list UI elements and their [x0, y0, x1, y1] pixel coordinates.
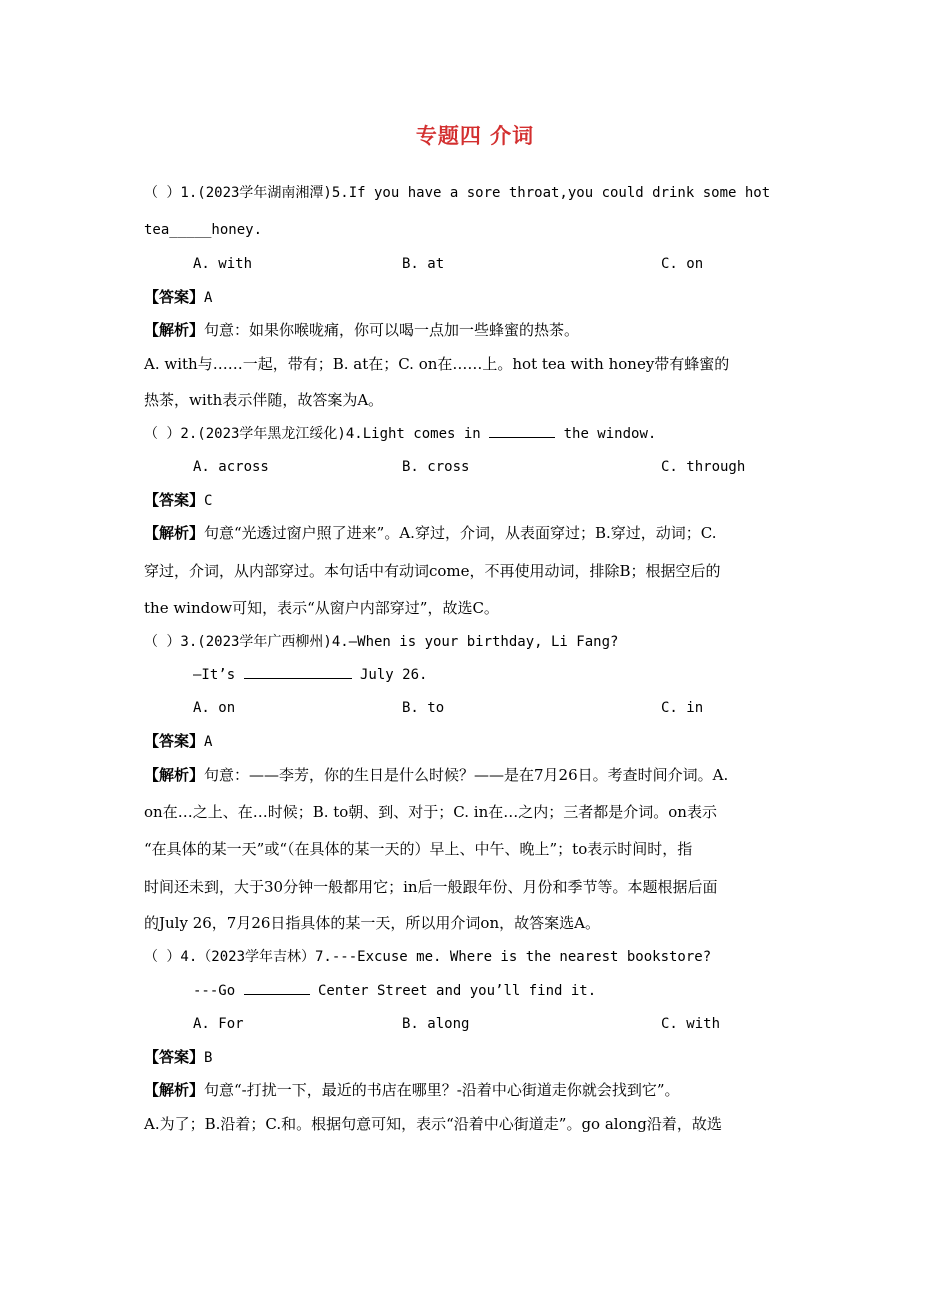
question-1-option-a: A. with: [193, 256, 253, 272]
question-2-analysis-line: the window可知，表示“从窗户内部穿过”，故选C。: [144, 599, 499, 617]
question-3-analysis-line: 的July 26，7月26日指具体的某一天，所以用介词on，故答案选A。: [144, 914, 600, 932]
answer-blank: [244, 980, 310, 995]
question-1-stem: （ ）1.(2023学年湖南湘潭)5.If you have a sore throat,you could drink some hot: [144, 185, 771, 201]
answer-tag: 【答案】: [144, 1048, 205, 1066]
question-2-stem-start: （ ）2.(2023学年黑龙江绥化)4.Light comes in: [144, 426, 490, 442]
question-3-stem-start: —It’s: [193, 667, 244, 683]
answer-tag: 【答案】: [144, 732, 205, 750]
page-title: 专题四 介词: [415, 124, 535, 148]
question-4-stem-end: Center Street and you’ll find it.: [309, 983, 597, 999]
question-2-analysis-line: 穿过，介词，从内部穿过。本句话中有动词come，不再使用动词，排除B；根据空后的: [144, 562, 721, 580]
question-3-analysis-line: 时间还未到，大于30分钟一般都用它；in后一般跟年份、月份和季节等。本题根据后面: [144, 878, 718, 896]
analysis-text: 句意：——李芳，你的生日是什么时候？——是在7月26日。考查时间介词。A.: [204, 766, 729, 784]
question-1-option-c: C. on: [661, 256, 704, 272]
answer-tag: 【答案】: [144, 288, 205, 306]
question-3-analysis-line: “在具体的某一天”或“（在具体的某一天的）早上、中午、晚上”；to表示时间时，指: [144, 840, 693, 858]
question-3-analysis-line: on在…之上、在…时候；B. to朝、到、对于；C. in在…之内；三者都是介词。on表示: [144, 803, 717, 821]
answer-tag: 【答案】: [144, 491, 205, 509]
question-3-analysis-line: [144, 764, 728, 786]
question-4-stem-start: ---Go: [193, 983, 244, 999]
answer-value: A: [204, 290, 213, 306]
question-1-analysis-line: 热茶，with表示伴随，故答案为A。: [144, 391, 384, 409]
analysis-text: 句意“-打扰一下，最近的书店在哪里？-沿着中心街道走你就会找到它”。: [204, 1081, 680, 1099]
answer-value: C: [204, 493, 213, 509]
question-1-answer: [144, 286, 212, 309]
question-3-stem-end: July 26.: [351, 667, 428, 683]
question-1-stem-cont: tea_____honey.: [144, 222, 263, 238]
analysis-tag: 【解析】: [144, 321, 205, 339]
question-4-stem: （ ）4.（2023学年吉林）7.---Excuse me. Where is the nearest bookstore?: [144, 949, 712, 965]
question-4-analysis-line: [144, 1079, 680, 1101]
question-2-option-a: A. across: [193, 459, 269, 475]
question-2-option-b: B. cross: [402, 459, 470, 475]
answer-blank: [244, 664, 352, 679]
question-2-analysis-line: [144, 522, 716, 544]
question-4-answer: [144, 1046, 212, 1069]
question-3-option-b: B. to: [402, 700, 445, 716]
analysis-tag: 【解析】: [144, 524, 205, 542]
question-3-stem: （ ）3.(2023学年广西柳州)4.—When is your birthday, Li Fang?: [144, 634, 619, 650]
question-3-answer: [144, 730, 212, 753]
answer-blank: [489, 423, 555, 438]
question-4-option-b: B. along: [402, 1016, 470, 1032]
question-2-stem: [144, 423, 656, 445]
analysis-text: 句意“光透过窗户照了进来”。A.穿过，介词，从表面穿过；B.穿过，动词；C.: [204, 524, 717, 542]
question-3-stem-cont: [193, 664, 427, 686]
question-1-analysis-line: A. with与……一起，带有；B. at在；C. on在……上。hot tea with honey带有蜂蜜的: [144, 355, 730, 373]
answer-value: A: [204, 734, 213, 750]
question-3-option-a: A. on: [193, 700, 236, 716]
question-1-analysis-line: [144, 319, 579, 341]
analysis-tag: 【解析】: [144, 1081, 205, 1099]
question-4-option-a: A. For: [193, 1016, 244, 1032]
question-2-answer: [144, 489, 212, 512]
question-1-option-b: B. at: [402, 256, 445, 272]
analysis-tag: 【解析】: [144, 766, 205, 784]
question-4-analysis-line: A.为了；B.沿着；C.和。根据句意可知，表示“沿着中心街道走”。go along沿着，故选: [144, 1115, 722, 1133]
question-4-stem-cont: [193, 980, 596, 1002]
question-4-option-c: C. with: [661, 1016, 721, 1032]
question-2-option-c: C. through: [661, 459, 746, 475]
analysis-text: 句意：如果你喉咙痛，你可以喝一点加一些蜂蜜的热茶。: [204, 321, 580, 339]
answer-value: B: [204, 1050, 213, 1066]
question-2-stem-end: the window.: [555, 426, 657, 442]
question-3-option-c: C. in: [661, 700, 704, 716]
